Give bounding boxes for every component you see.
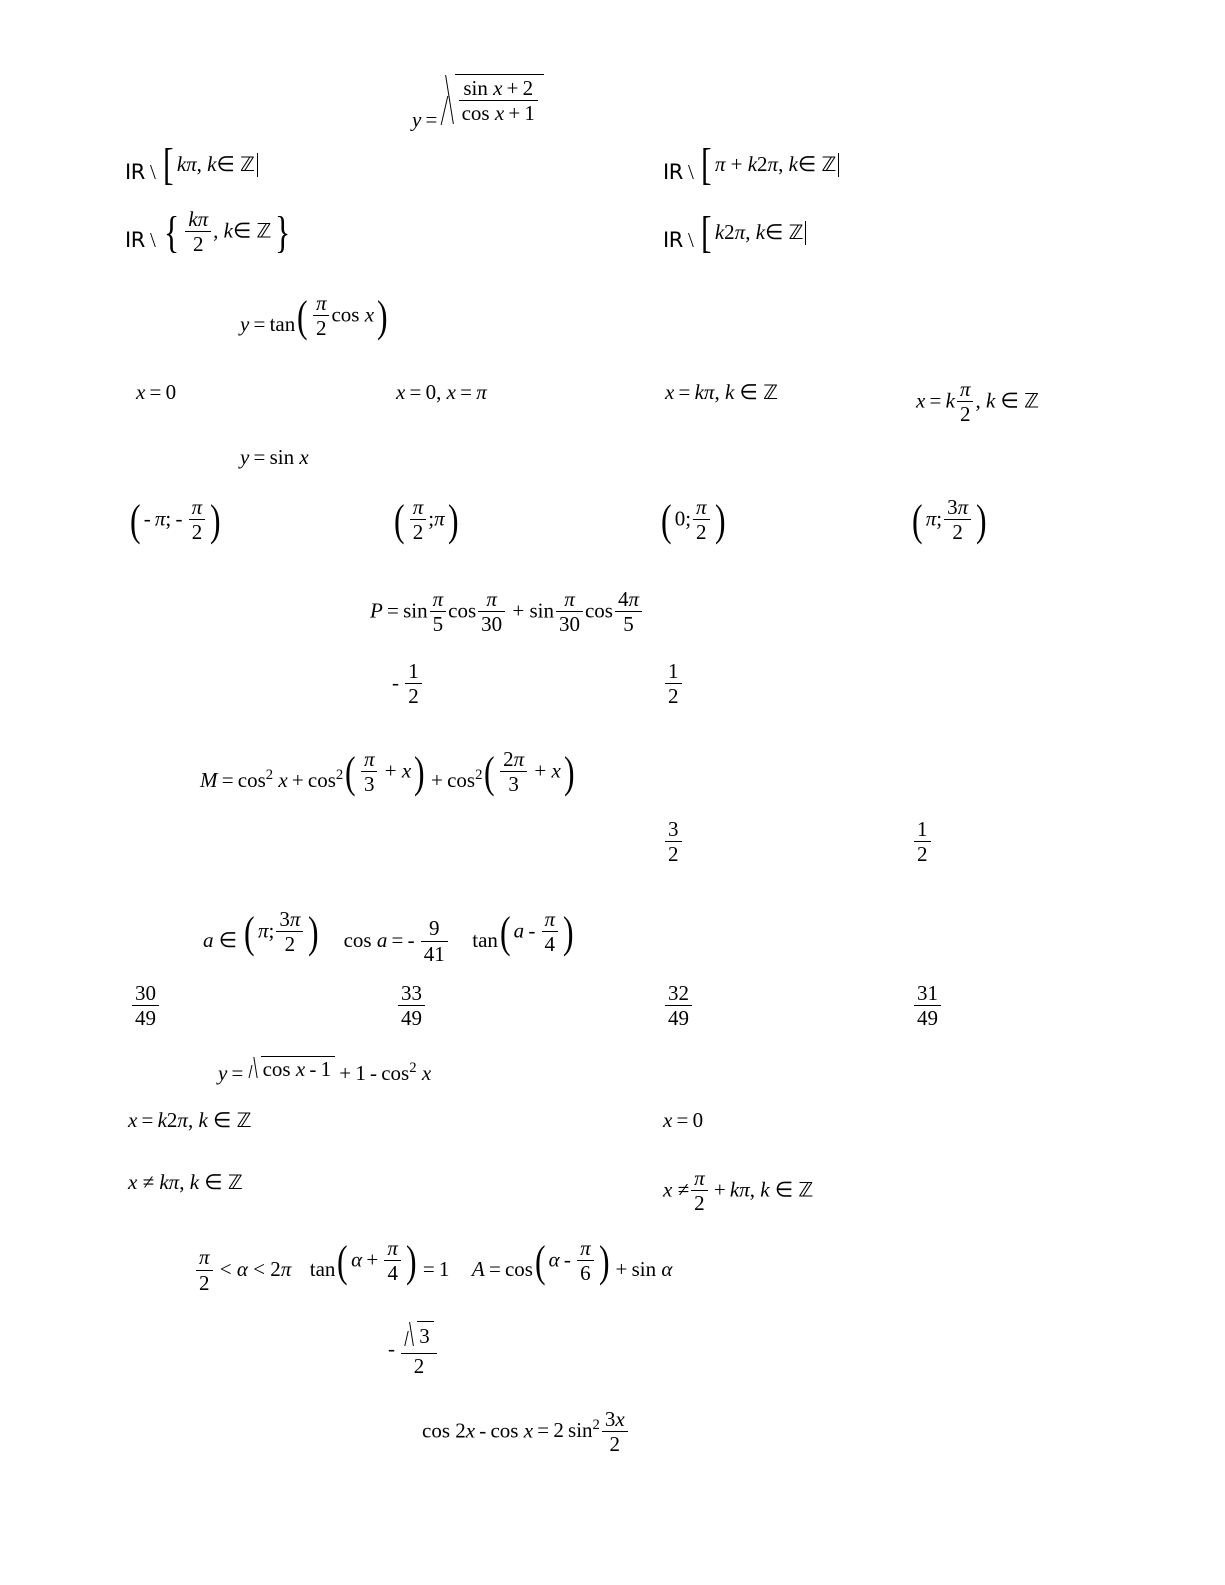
q4-prompt: P = sin $\frac{\pi}{5}$ cos $\frac{\pi}{30}$ + sin $\frac{\pi}{30}$ cos $\frac{4\pi}{5}$ <box>370 588 644 637</box>
q8-prompt: $\frac{\pi}{2}$ < α < 2π tan ( α + $\frac{\pi}{4}$ ) = 1 A = cos ( α - $\frac{\pi}{6}$ ) + sin α <box>194 1237 672 1296</box>
q3-option-2[interactable]: ( $\frac{\pi}{2}$ ;π ) <box>394 494 459 545</box>
q1-option-4[interactable]: IR \ [ k2π, k∈ ℤ <box>663 214 806 251</box>
q6-option-4[interactable]: $\frac{31}{49}$ <box>912 982 943 1031</box>
q2-option-3[interactable]: x = kπ, k ∈ ℤ <box>665 380 778 404</box>
q1-option-1[interactable]: IR \ [ kπ, k∈ ℤ <box>125 146 258 183</box>
q7-option-4[interactable]: x ≠ $\frac{\pi}{2}$ + kπ, k ∈ ℤ <box>663 1165 814 1216</box>
q5-prompt: $M = \cos^2 x + \cos^2$ ( $\frac{\pi}{3}$ + x ) + $\cos^2$ ( $\frac{2\pi}{3}$ + x ) <box>200 746 575 797</box>
q7-option-2[interactable]: x = 0 <box>663 1108 704 1132</box>
q5-option-1[interactable]: $\frac{3}{2}$ <box>663 818 684 867</box>
q9-prompt: cos 2x - cos x = 2 $\sin^2$ $\frac{3x}{2}$ <box>422 1408 630 1457</box>
q7-prompt: y = cos x - 1 + $1 - \cos^2 x$ <box>218 1057 432 1085</box>
q3-option-3[interactable]: ( 0; $\frac{\pi}{2}$ ) <box>661 494 726 545</box>
q6-option-1[interactable]: $\frac{30}{49}$ <box>130 982 161 1031</box>
q4-option-1[interactable]: - $\frac{1}{2}$ <box>392 660 424 709</box>
q6-option-3[interactable]: $\frac{32}{49}$ <box>663 982 694 1031</box>
q6-option-2[interactable]: $\frac{33}{49}$ <box>396 982 427 1031</box>
q3-option-1[interactable]: ( - π; - $\frac{\pi}{2}$ ) <box>130 494 221 545</box>
q1-option-2[interactable]: IR \ [ π + k2π, k∈ ℤ <box>663 146 839 183</box>
q2-prompt: y = tan ( $\frac{\pi}{2}$ cos x ) <box>240 290 388 341</box>
q8-option-1[interactable]: - $\frac{3}{2}$ <box>388 1322 439 1379</box>
q1-option-3[interactable]: IR \ { $\frac{k\pi}{2}$ , k∈ ℤ } <box>125 206 291 257</box>
q1-prompt: y = $\frac{\text{sin x + 2}}{\text{cos x + 1}}$ <box>412 74 544 130</box>
q2-option-2[interactable]: x = 0, x = π <box>396 380 487 404</box>
q3-prompt: y = sin x <box>240 445 309 469</box>
q6-prompt: a ∈ ( π; $\frac{3\pi}{2}$ ) cos a = - $\frac{9}{41}$ tan ( a - $\frac{\pi}{4}$ ) <box>203 906 574 966</box>
q2-option-1[interactable]: x = 0 <box>136 380 177 404</box>
q7-option-3[interactable]: x ≠ kπ, k ∈ ℤ <box>128 1170 243 1194</box>
q4-option-2[interactable]: $\frac{1}{2}$ <box>663 660 684 709</box>
q7-option-1[interactable]: x = k2π, k ∈ ℤ <box>128 1108 252 1132</box>
q5-option-2[interactable]: $\frac{1}{2}$ <box>912 818 933 867</box>
q2-option-4[interactable]: x = k $\frac{\pi}{2}$ , k ∈ ℤ <box>916 376 1039 427</box>
q3-option-4[interactable]: ( π; $\frac{3\pi}{2}$ ) <box>912 494 987 545</box>
